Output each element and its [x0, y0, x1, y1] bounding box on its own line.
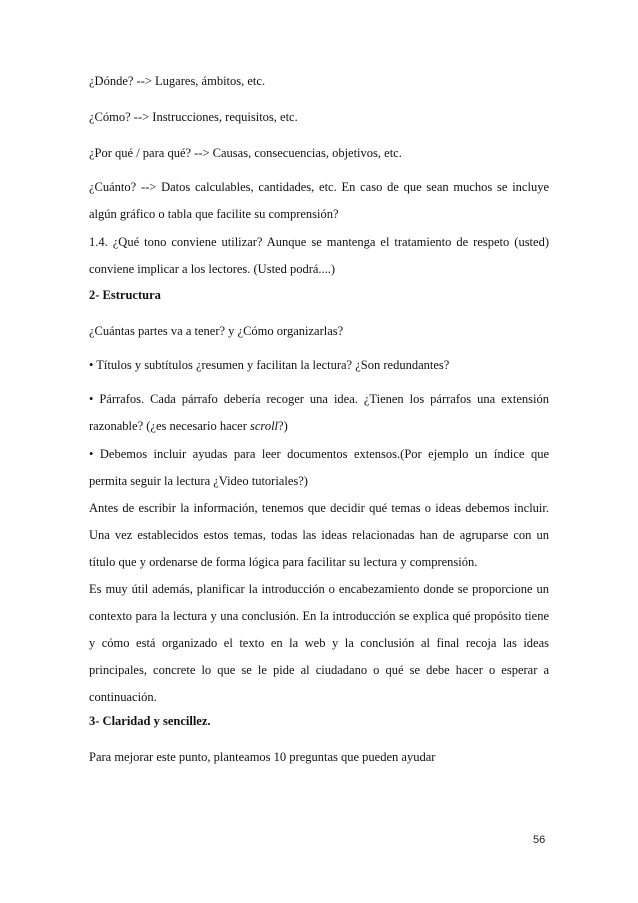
heading-estructura: 2- Estructura: [89, 288, 161, 302]
bullet-parrafos-text: • Párrafos. Cada párrafo debería recoger una idea. ¿Tienen los párrafos una extensión razonable? (¿es necesario hacer: [89, 392, 549, 433]
paragraph-tono: 1.4. ¿Qué tono conviene utilizar? Aunque se mantenga el tratamiento de respeto (usted) conviene implicar a los lectores. (Usted podrá....): [89, 235, 549, 276]
bullet-parrafos: [89, 386, 549, 440]
bullet-ayudas: • Debemos incluir ayudas para leer documentos extensos.(Por ejemplo un índice que permita seguir la lectura ¿Video tutoriales?): [89, 447, 549, 488]
paragraph-como: ¿Cómo? --> Instrucciones, requisitos, etc.: [89, 110, 298, 124]
page-number: 56: [533, 834, 546, 846]
bullet-parrafos-tail: ?): [278, 419, 288, 433]
bullet-titulos: • Títulos y subtítulos ¿resumen y facilitan la lectura? ¿Son redundantes?: [89, 358, 450, 372]
paragraph-partes: ¿Cuántas partes va a tener? y ¿Cómo organizarlas?: [89, 324, 344, 338]
heading-claridad: 3- Claridad y sencillez.: [89, 714, 211, 728]
paragraph-antes: Antes de escribir la información, tenemos que decidir qué temas o ideas debemos incluir. Una vez establecidos estos temas, todas las ideas relacionadas han de agruparse con un título que y ordenarse de forma lógica para facilitar su lectura y comprensión.: [89, 501, 549, 569]
paragraph-preguntas: Para mejorar este punto, planteamos 10 preguntas que pueden ayudar: [89, 750, 436, 764]
paragraph-por-que: ¿Por qué / para qué? --> Causas, consecuencias, objetivos, etc.: [89, 146, 402, 160]
paragraph-cuanto: ¿Cuánto? --> Datos calculables, cantidades, etc. En caso de que sean muchos se incluye algún gráfico o tabla que facilite su comprensión?: [89, 180, 549, 221]
paragraph-donde: ¿Dónde? --> Lugares, ámbitos, etc.: [89, 74, 266, 88]
scroll-term: scroll: [250, 419, 279, 433]
paragraph-introduccion: Es muy útil además, planificar la introducción o encabezamiento donde se proporcione un contexto para la lectura y una conclusión. En la introducción se explica qué propósito tiene y cómo está organizado el texto en la web y la conclusión al final recoja las ideas principales, concrete lo que se le pide al ciudadano o qué se debe hacer o esperar a continuación.: [89, 582, 549, 704]
